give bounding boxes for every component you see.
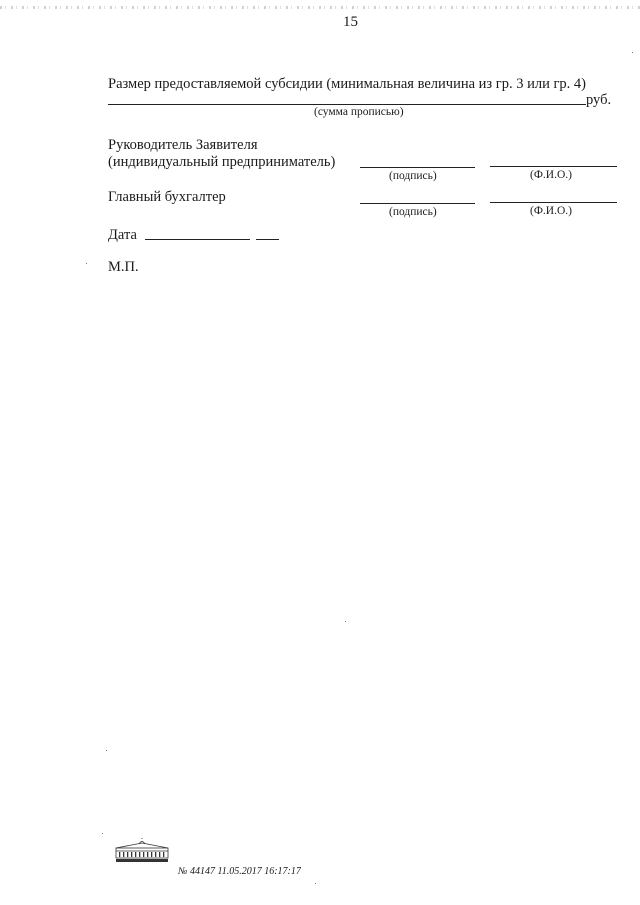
- subsidy-label: Размер предоставляемой субсидии (минимальная величина из гр. 3 или гр. 4): [108, 76, 587, 92]
- date-line-year: [256, 239, 279, 240]
- date-label: Дата: [108, 227, 137, 243]
- accountant-signature-caption: (подпись): [389, 206, 437, 218]
- registration-stamp: [178, 866, 301, 877]
- head-label-line2: (индивидуальный предприниматель): [108, 154, 336, 170]
- subsidy-caption: (сумма прописью): [314, 106, 404, 118]
- registration-datetime: 11.05.2017 16:17:17: [217, 866, 301, 877]
- accountant-signature-line: [360, 203, 475, 204]
- scan-speck: [345, 621, 346, 622]
- scan-artifact-top: [0, 6, 640, 9]
- date-line-main: [145, 239, 250, 240]
- accountant-name-line: [490, 202, 617, 203]
- scan-speck: [86, 263, 87, 264]
- head-name-caption: (Ф.И.О.): [530, 169, 572, 181]
- registry-seal-icon: [112, 838, 172, 864]
- scan-speck: [106, 750, 107, 751]
- head-signature-line: [360, 167, 475, 168]
- head-name-line: [490, 166, 617, 167]
- scan-speck: [102, 833, 103, 834]
- accountant-name-caption: (Ф.И.О.): [530, 205, 572, 217]
- subsidy-amount-line: [108, 104, 586, 105]
- registration-number-symbol: №: [178, 866, 188, 877]
- head-label-line1: Руководитель Заявителя: [108, 137, 258, 153]
- head-signature-caption: (подпись): [389, 170, 437, 182]
- accountant-label: Главный бухгалтер: [108, 189, 226, 205]
- scan-speck: [315, 883, 316, 884]
- subsidy-currency: руб.: [586, 92, 612, 108]
- scan-speck: [632, 52, 633, 53]
- page-number: 15: [343, 14, 358, 30]
- seal-place-label: М.П.: [108, 259, 139, 275]
- registration-number: 44147: [189, 866, 215, 877]
